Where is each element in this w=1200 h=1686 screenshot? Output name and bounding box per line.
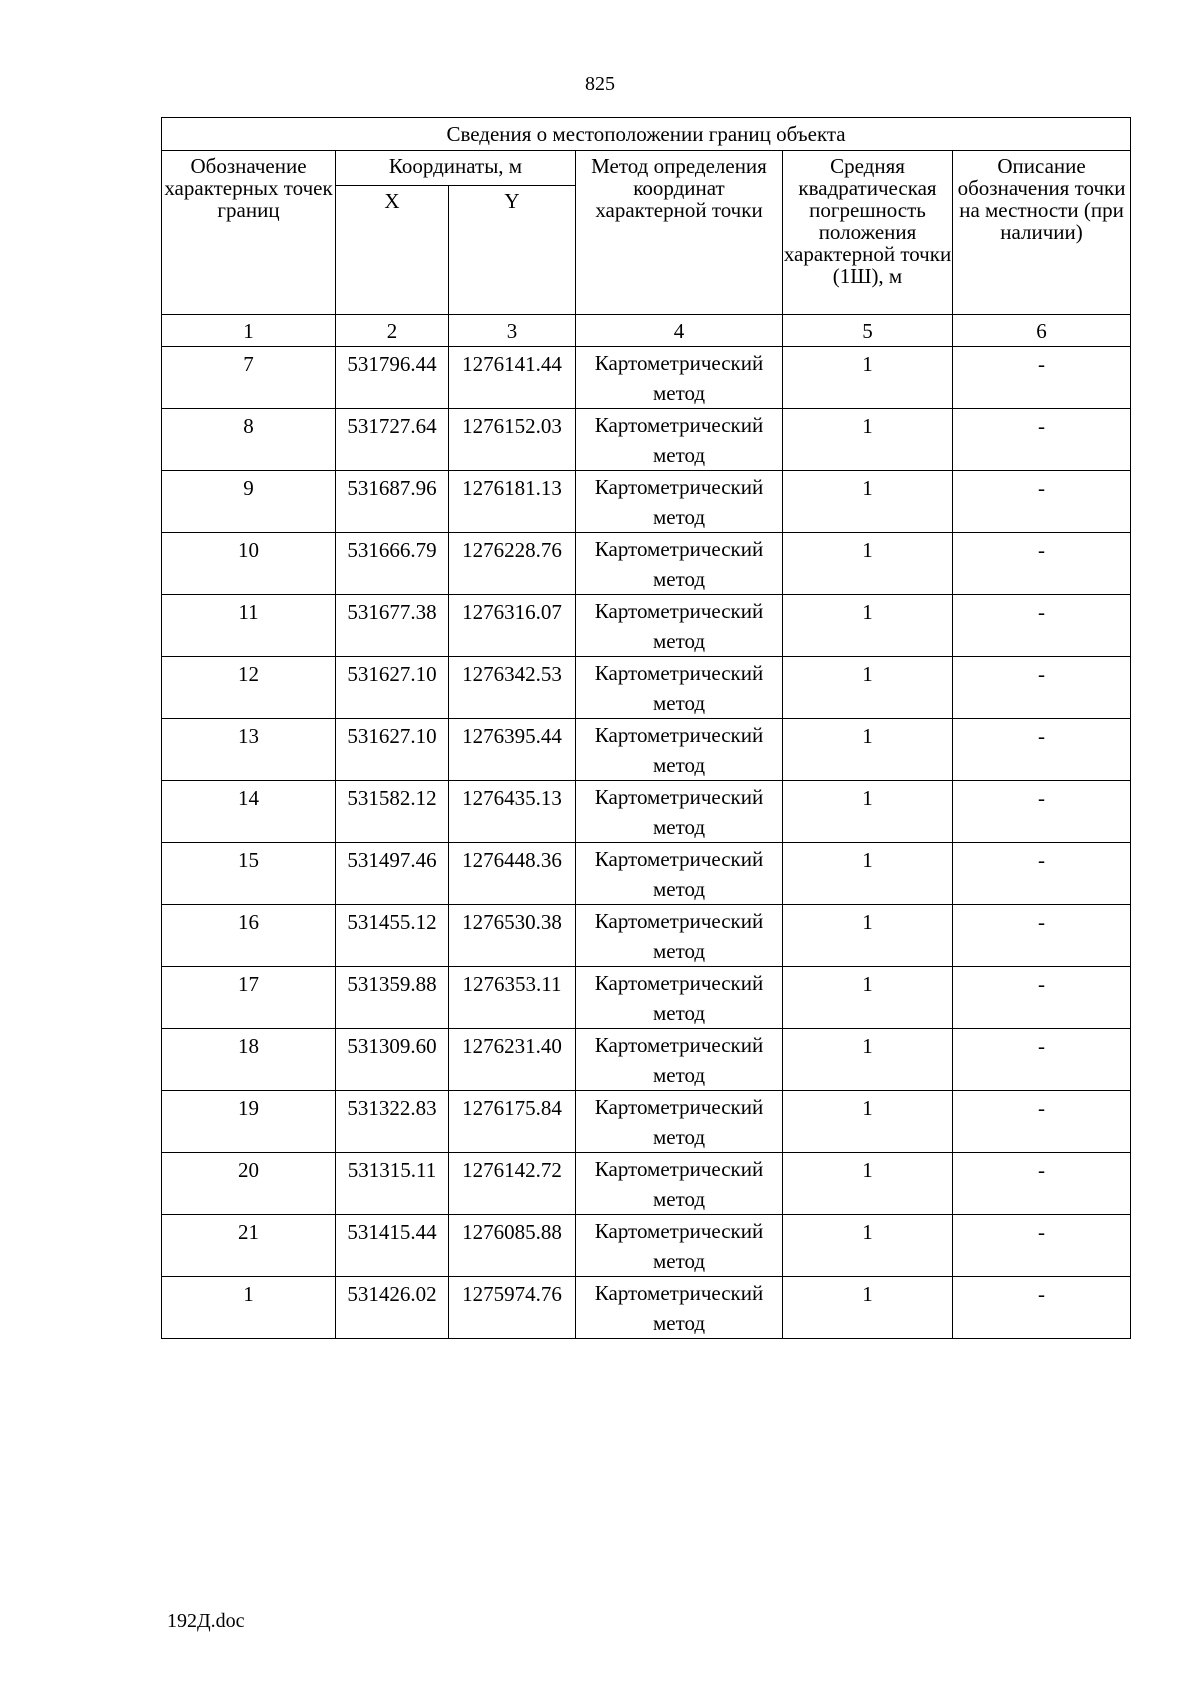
column-number: 3 bbox=[449, 315, 576, 347]
x-coordinate-cell: 531666.79 bbox=[336, 533, 449, 595]
point-number-cell: 12 bbox=[162, 657, 336, 719]
x-coordinate-cell: 531426.02 bbox=[336, 1277, 449, 1339]
error-cell: 1 bbox=[783, 409, 953, 471]
x-coordinate-cell: 531796.44 bbox=[336, 347, 449, 409]
column-number: 5 bbox=[783, 315, 953, 347]
x-coordinate-cell: 531309.60 bbox=[336, 1029, 449, 1091]
error-cell: 1 bbox=[783, 1277, 953, 1339]
y-coordinate-cell: 1276228.76 bbox=[449, 533, 576, 595]
error-cell: 1 bbox=[783, 843, 953, 905]
point-number-cell: 7 bbox=[162, 347, 336, 409]
x-coordinate-cell: 531727.64 bbox=[336, 409, 449, 471]
error-cell: 1 bbox=[783, 595, 953, 657]
method-cell: Картометрический метод bbox=[576, 471, 783, 533]
error-cell: 1 bbox=[783, 533, 953, 595]
method-cell: Картометрический метод bbox=[576, 905, 783, 967]
error-cell: 1 bbox=[783, 1153, 953, 1215]
error-cell: 1 bbox=[783, 471, 953, 533]
y-coordinate-cell: 1276353.11 bbox=[449, 967, 576, 1029]
footer-filename: 192Д.doc bbox=[167, 1610, 245, 1632]
x-coordinate-cell: 531455.12 bbox=[336, 905, 449, 967]
description-cell: - bbox=[953, 471, 1131, 533]
header-description: Описание обозначения точки на местности (при наличии) bbox=[953, 151, 1131, 315]
method-cell: Картометрический метод bbox=[576, 1215, 783, 1277]
method-cell: Картометрический метод bbox=[576, 347, 783, 409]
method-cell: Картометрический метод bbox=[576, 781, 783, 843]
error-cell: 1 bbox=[783, 657, 953, 719]
x-coordinate-cell: 531677.38 bbox=[336, 595, 449, 657]
description-cell: - bbox=[953, 905, 1131, 967]
y-coordinate-cell: 1275974.76 bbox=[449, 1277, 576, 1339]
error-cell: 1 bbox=[783, 967, 953, 1029]
y-coordinate-cell: 1276142.72 bbox=[449, 1153, 576, 1215]
description-cell: - bbox=[953, 1215, 1131, 1277]
y-coordinate-cell: 1276395.44 bbox=[449, 719, 576, 781]
y-coordinate-cell: 1276141.44 bbox=[449, 347, 576, 409]
y-coordinate-cell: 1276152.03 bbox=[449, 409, 576, 471]
x-coordinate-cell: 531322.83 bbox=[336, 1091, 449, 1153]
description-cell: - bbox=[953, 657, 1131, 719]
header-x: X bbox=[336, 186, 449, 315]
description-cell: - bbox=[953, 1277, 1131, 1339]
description-cell: - bbox=[953, 843, 1131, 905]
method-cell: Картометрический метод bbox=[576, 409, 783, 471]
y-coordinate-cell: 1276342.53 bbox=[449, 657, 576, 719]
table-row bbox=[162, 1091, 1131, 1153]
table-row bbox=[162, 1277, 1131, 1339]
header-method: Метод определения координат характерной точки bbox=[576, 151, 783, 315]
x-coordinate-cell: 531582.12 bbox=[336, 781, 449, 843]
method-cell: Картометрический метод bbox=[576, 843, 783, 905]
y-coordinate-cell: 1276435.13 bbox=[449, 781, 576, 843]
table-row bbox=[162, 1153, 1131, 1215]
table-body bbox=[162, 347, 1131, 1339]
y-coordinate-cell: 1276231.40 bbox=[449, 1029, 576, 1091]
x-coordinate-cell: 531687.96 bbox=[336, 471, 449, 533]
column-number: 6 bbox=[953, 315, 1131, 347]
table-title: Сведения о местоположении границ объекта bbox=[162, 118, 1131, 151]
point-number-cell: 18 bbox=[162, 1029, 336, 1091]
method-cell: Картометрический метод bbox=[576, 1029, 783, 1091]
table-row bbox=[162, 843, 1131, 905]
error-cell: 1 bbox=[783, 719, 953, 781]
header-y: Y bbox=[449, 186, 576, 315]
table-row bbox=[162, 533, 1131, 595]
description-cell: - bbox=[953, 1091, 1131, 1153]
point-number-cell: 9 bbox=[162, 471, 336, 533]
column-number: 1 bbox=[162, 315, 336, 347]
error-cell: 1 bbox=[783, 1029, 953, 1091]
description-cell: - bbox=[953, 533, 1131, 595]
point-number-cell: 15 bbox=[162, 843, 336, 905]
table-row bbox=[162, 595, 1131, 657]
description-cell: - bbox=[953, 781, 1131, 843]
point-number-cell: 19 bbox=[162, 1091, 336, 1153]
x-coordinate-cell: 531359.88 bbox=[336, 967, 449, 1029]
table-row bbox=[162, 781, 1131, 843]
error-cell: 1 bbox=[783, 1215, 953, 1277]
column-number: 2 bbox=[336, 315, 449, 347]
point-number-cell: 13 bbox=[162, 719, 336, 781]
header-error: Средняя квадратическая погрешность положения характерной точки (1Ш), м bbox=[783, 151, 953, 315]
page-number: 825 bbox=[585, 73, 615, 95]
y-coordinate-cell: 1276175.84 bbox=[449, 1091, 576, 1153]
description-cell: - bbox=[953, 347, 1131, 409]
column-number: 4 bbox=[576, 315, 783, 347]
error-cell: 1 bbox=[783, 347, 953, 409]
point-number-cell: 11 bbox=[162, 595, 336, 657]
method-cell: Картометрический метод bbox=[576, 1277, 783, 1339]
table-row bbox=[162, 967, 1131, 1029]
table-row bbox=[162, 719, 1131, 781]
point-number-cell: 8 bbox=[162, 409, 336, 471]
description-cell: - bbox=[953, 719, 1131, 781]
error-cell: 1 bbox=[783, 1091, 953, 1153]
header-designation: Обозначение характерных точек границ bbox=[162, 151, 336, 315]
description-cell: - bbox=[953, 595, 1131, 657]
point-number-cell: 21 bbox=[162, 1215, 336, 1277]
table-row bbox=[162, 409, 1131, 471]
description-cell: - bbox=[953, 409, 1131, 471]
table-row bbox=[162, 1029, 1131, 1091]
x-coordinate-cell: 531315.11 bbox=[336, 1153, 449, 1215]
header-coordinates: Координаты, м bbox=[336, 151, 576, 186]
table-row bbox=[162, 471, 1131, 533]
y-coordinate-cell: 1276448.36 bbox=[449, 843, 576, 905]
method-cell: Картометрический метод bbox=[576, 657, 783, 719]
error-cell: 1 bbox=[783, 781, 953, 843]
method-cell: Картометрический метод bbox=[576, 595, 783, 657]
method-cell: Картометрический метод bbox=[576, 719, 783, 781]
point-number-cell: 14 bbox=[162, 781, 336, 843]
description-cell: - bbox=[953, 967, 1131, 1029]
table-row bbox=[162, 1215, 1131, 1277]
table-row bbox=[162, 657, 1131, 719]
y-coordinate-cell: 1276085.88 bbox=[449, 1215, 576, 1277]
description-cell: - bbox=[953, 1153, 1131, 1215]
x-coordinate-cell: 531497.46 bbox=[336, 843, 449, 905]
error-cell: 1 bbox=[783, 905, 953, 967]
x-coordinate-cell: 531627.10 bbox=[336, 657, 449, 719]
y-coordinate-cell: 1276316.07 bbox=[449, 595, 576, 657]
method-cell: Картометрический метод bbox=[576, 533, 783, 595]
method-cell: Картометрический метод bbox=[576, 1153, 783, 1215]
description-cell: - bbox=[953, 1029, 1131, 1091]
method-cell: Картометрический метод bbox=[576, 1091, 783, 1153]
y-coordinate-cell: 1276530.38 bbox=[449, 905, 576, 967]
point-number-cell: 10 bbox=[162, 533, 336, 595]
boundary-coordinates-table bbox=[161, 117, 1131, 1339]
table-row bbox=[162, 905, 1131, 967]
y-coordinate-cell: 1276181.13 bbox=[449, 471, 576, 533]
point-number-cell: 20 bbox=[162, 1153, 336, 1215]
table-row bbox=[162, 347, 1131, 409]
point-number-cell: 1 bbox=[162, 1277, 336, 1339]
method-cell: Картометрический метод bbox=[576, 967, 783, 1029]
column-numbers-row bbox=[162, 315, 1131, 347]
point-number-cell: 17 bbox=[162, 967, 336, 1029]
x-coordinate-cell: 531627.10 bbox=[336, 719, 449, 781]
point-number-cell: 16 bbox=[162, 905, 336, 967]
x-coordinate-cell: 531415.44 bbox=[336, 1215, 449, 1277]
